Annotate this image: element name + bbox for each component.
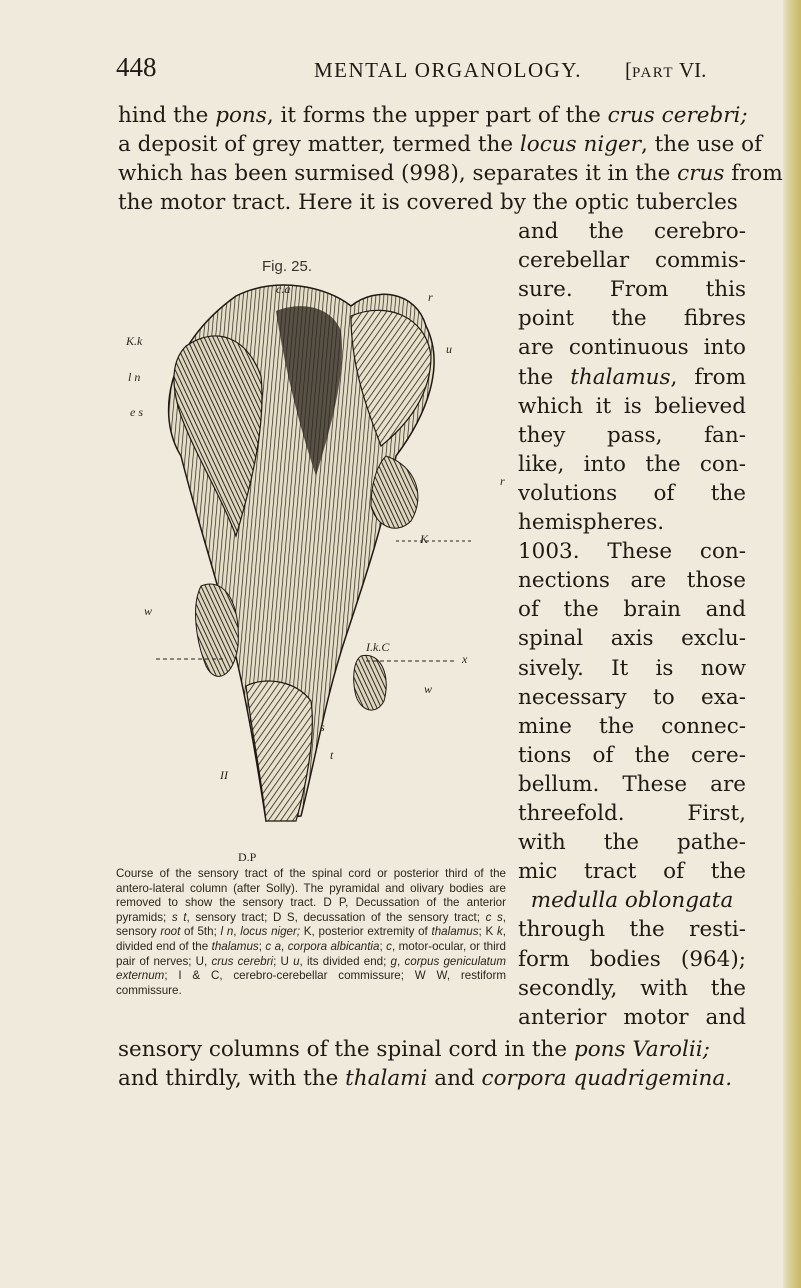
text-line [518, 334, 746, 361]
figure-label-ikc: I.k.C [366, 640, 390, 654]
text-line [518, 596, 746, 623]
text-line [518, 567, 746, 594]
figure-label-ca: c.a [276, 282, 291, 296]
text-run: c s [485, 910, 503, 924]
text-line [118, 102, 748, 129]
text-line [518, 887, 746, 914]
text-run: tions of the cere- [518, 742, 746, 768]
text-run: the motor tract. Here it is covered by the optic tubercles [118, 190, 738, 215]
text-line [518, 800, 746, 827]
text-run: , the use of [640, 132, 763, 157]
figure-label-t: t [330, 748, 334, 762]
text-run: g [390, 954, 397, 968]
text-line [518, 742, 746, 769]
text-run: mic tract of the [518, 859, 746, 885]
text-run: 1003. These con- [518, 539, 746, 565]
text-run: and the cerebro- [518, 219, 746, 244]
text-run: crus cerebri [211, 954, 274, 968]
text-run: , [233, 925, 241, 939]
text-run: sively. It is now [518, 655, 746, 681]
figure-label-k: K [420, 532, 429, 546]
text-run: volutions of the [518, 480, 746, 506]
text-line [518, 655, 746, 682]
text-run: cerebellar commis- [518, 248, 746, 274]
text-run: with the pathe- [518, 830, 746, 856]
text-run: , from [670, 364, 746, 390]
text-run: crus cerebri; [607, 103, 748, 128]
text-run: a deposit of grey matter, termed the [118, 132, 520, 157]
text-run: K, posterior extremity of [300, 925, 432, 939]
figure-label-ln: l n [128, 370, 141, 384]
text-line [518, 247, 746, 274]
brain-stem-drawing [156, 285, 471, 821]
text-run: , [397, 954, 405, 968]
text-run: anterior motor and [518, 1004, 746, 1030]
text-line [518, 538, 746, 565]
running-header [116, 52, 736, 92]
text-run: form bodies (964); [518, 946, 746, 972]
text-run: hemispheres. [518, 510, 665, 535]
text-run: which has been surmised (998), separates it in the [118, 161, 678, 186]
text-run: and [427, 1066, 482, 1091]
text-line [518, 916, 746, 943]
text-run: , decussation of the sensory tract; [294, 910, 486, 924]
figure-label-kk: K.k [126, 334, 143, 348]
text-line [518, 946, 746, 973]
text-run: D S [272, 910, 295, 924]
text-run: bellum. These are [518, 771, 746, 797]
text-run: ; K [478, 925, 497, 939]
text-line [518, 713, 746, 740]
text-run: ; I & C, cerebro-cerebellar commissure; W W, restiform commissure. [116, 969, 506, 997]
text-run: root [160, 925, 181, 939]
page-number: 448 [116, 52, 157, 82]
figure-label: Fig. 25. [262, 258, 313, 275]
text-run: l n [220, 925, 234, 939]
text-run: nections are those [518, 568, 746, 594]
text-line [518, 305, 746, 332]
page-edge [783, 0, 801, 1288]
text-run: thalami [345, 1066, 428, 1091]
text-run: thalamus [211, 939, 259, 953]
figure-label-r-mid: r [500, 474, 505, 488]
figure-label-r-top: r [428, 290, 433, 304]
text-line [518, 858, 746, 885]
figure-label-w-right: w [424, 682, 433, 696]
text-run: like, into the con- [518, 451, 746, 477]
text-line [118, 1036, 738, 1063]
text-line [518, 364, 746, 391]
text-run: locus niger; [240, 925, 301, 939]
text-run: corpora albicantia [287, 939, 380, 953]
text-line [518, 218, 746, 245]
text-run: Course of the sensory tract of the spinal cord or posterior third of the antero-lateral column (after Solly). The pyramidal and olivary bodies are removed to show the sensory tract. [116, 867, 506, 910]
text-run: , sensory [116, 910, 507, 939]
text-run: necessary to exa- [518, 684, 746, 710]
text-run: which it is believed [518, 393, 746, 419]
anatomical-figure [126, 256, 518, 866]
text-run: , it forms the upper part of the [266, 103, 608, 128]
text-run: sensory columns of the spinal cord in the [118, 1037, 574, 1062]
text-line [518, 451, 746, 478]
text-run: they pass, fan- [518, 422, 746, 448]
figure-label-w-left: w [144, 604, 153, 618]
text-run: of the brain and [518, 597, 746, 623]
text-run: medulla oblongata [530, 888, 734, 914]
text-run: secondly, with the [518, 975, 746, 1001]
text-line [118, 131, 763, 158]
text-run: thalamus [431, 925, 479, 939]
text-line [518, 509, 746, 536]
figure-label-dp: D.P [238, 850, 257, 864]
text-run: are continuous into [518, 335, 746, 361]
text-line [518, 771, 746, 798]
figure-label-s: s [320, 720, 325, 734]
text-run: sure. From this [518, 277, 746, 303]
text-run: ; U [273, 954, 294, 968]
text-run: of 5th; [180, 925, 221, 939]
text-run: , divided end of the [116, 925, 506, 953]
text-line [118, 160, 783, 187]
text-run: ; [258, 939, 266, 953]
text-run: mine the connec- [518, 713, 746, 739]
text-run: and thirdly, with the [118, 1066, 346, 1091]
text-run: through the resti- [518, 917, 746, 943]
figure-label-x: x [462, 652, 468, 666]
text-run: point the fibres [518, 306, 746, 332]
text-line [118, 189, 738, 216]
text-run: hind the [118, 103, 216, 128]
figure-label-ii: II [220, 768, 228, 782]
text-run: , its divided end; [299, 954, 391, 968]
figure-label-u: u [446, 342, 452, 356]
text-run: c [386, 939, 392, 953]
text-run: crus [677, 161, 725, 186]
text-line [518, 276, 746, 303]
text-line [518, 829, 746, 856]
text-run: thalamus [570, 364, 671, 390]
text-run: u [293, 954, 300, 968]
text-run: D P [323, 896, 346, 910]
text-line [518, 393, 746, 420]
text-line [518, 625, 746, 652]
text-line [118, 1065, 738, 1092]
part-indicator: [PART VI. [625, 58, 707, 82]
text-run: corpus geniculatum externum [116, 954, 506, 983]
text-line [518, 480, 746, 507]
text-run: , sensory tract; [186, 910, 273, 924]
text-run: , motor-ocular, or third pair of nerves; U, [116, 939, 506, 968]
text-run: k [496, 925, 503, 939]
text-line [518, 975, 746, 1002]
text-run: corpora quadrigemina. [481, 1066, 733, 1091]
running-title: MENTAL ORGANOLOGY. [314, 58, 582, 82]
text-line [518, 1004, 746, 1031]
text-run: pons Varolii; [573, 1037, 710, 1062]
text-run: locus niger [519, 132, 641, 157]
figure-caption [116, 867, 506, 998]
text-line [518, 684, 746, 711]
text-run: the [518, 364, 571, 390]
text-run: s t [171, 910, 187, 924]
text-line [518, 422, 746, 449]
text-run: , Decussation of the anterior pyramids; [116, 896, 506, 924]
text-run: spinal axis exclu- [518, 626, 746, 652]
text-run: c a [265, 939, 282, 953]
text-run: threefold. First, [518, 801, 746, 826]
figure-label-es: e s [130, 405, 143, 419]
text-run: ; [379, 939, 387, 953]
text-run: , [281, 939, 288, 953]
text-run: from [724, 161, 783, 186]
text-run: pons [215, 103, 267, 128]
